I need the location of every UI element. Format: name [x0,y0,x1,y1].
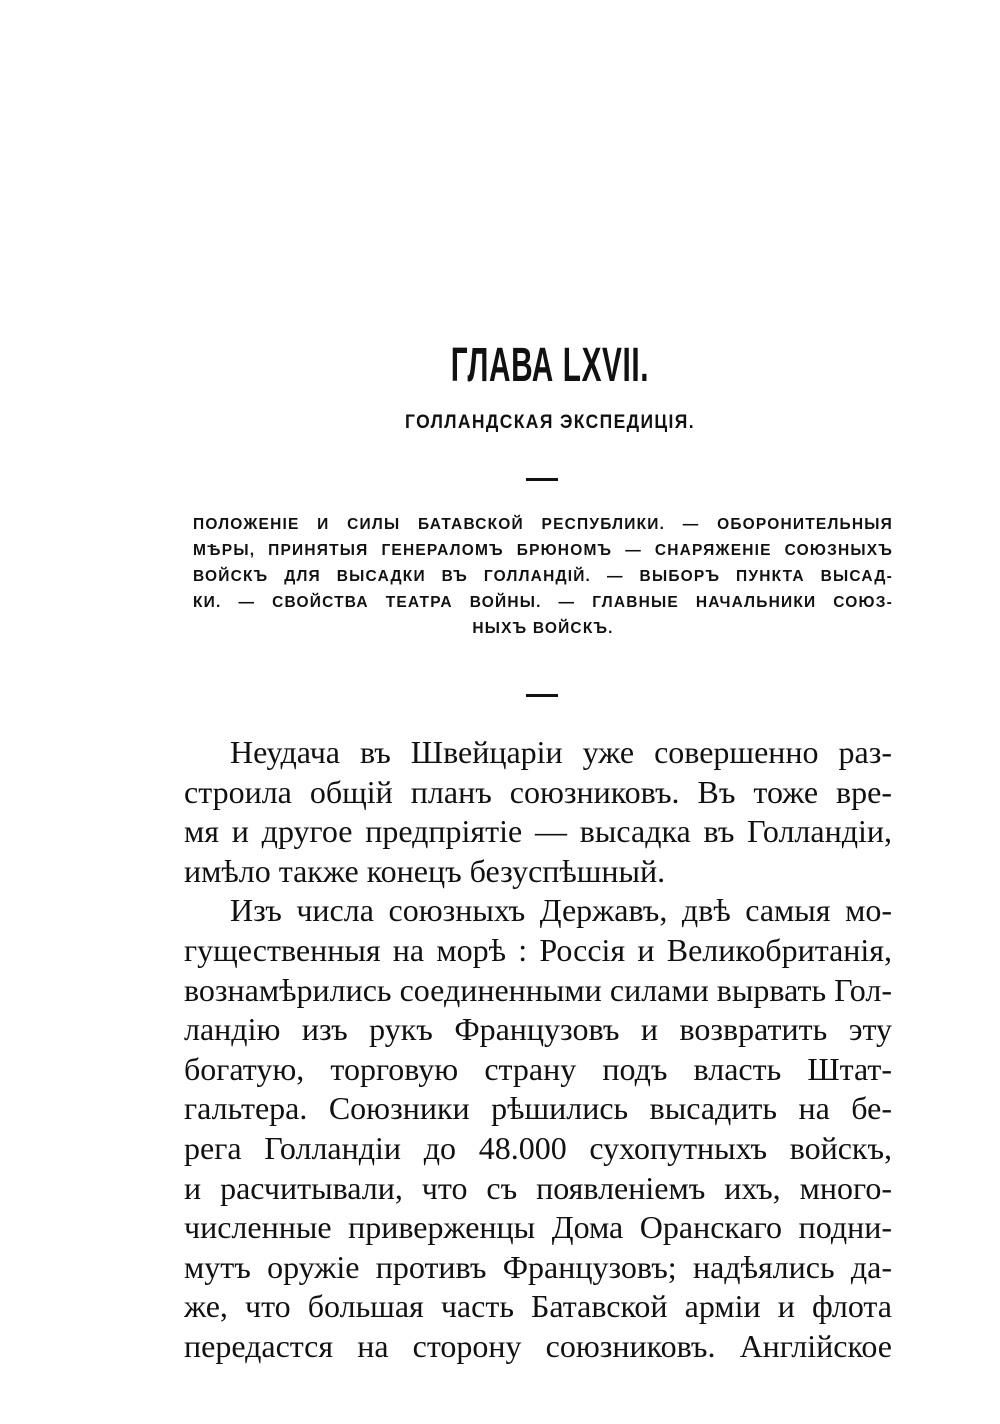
chapter-subtitle: ГОЛЛАНДСКАЯ ЭКСПЕДИЦІЯ. [405,412,695,433]
text-line: мутъ оружіе противъ Французовъ; надѣялись да- [184,1248,892,1285]
chapter-summary [193,512,893,642]
paragraph [184,891,892,1366]
chapter-title: ГЛАВА LXVII. [450,339,650,392]
text-line: вознамѣрились соединенными силами вырвать Гол- [184,971,892,1008]
text-line: ландію изъ рукъ Французовъ и возвратить эту [184,1011,892,1048]
text-line: имѣло также конецъ безуспѣшный. [184,852,666,889]
text-line: гальтера. Союзники рѣшились высадить на бе- [184,1090,892,1127]
text-line: и расчитывали, что съ появленіемъ ихъ, много- [184,1169,892,1206]
summary-line: НЫХЪ ВОЙСКЪ. [472,620,614,637]
divider-rule [526,694,558,697]
text-line: Изъ числа союзныхъ Державъ, двѣ самыя мо- [230,892,892,929]
divider-rule [526,478,558,481]
summary-line: ПОЛОЖЕНІЕ И СИЛЫ БАТАВСКОЙ РЕСПУБЛИКИ. — ОБОРОНИТЕЛЬНЫЯ [193,516,893,533]
text-line: мя и другое предпріятіе — высадка въ Голландіи, [184,813,892,850]
summary-line: МѢРЫ, ПРИНЯТЫЯ ГЕНЕРАЛОМЪ БРЮНОМЪ — СНАРЯЖЕНІЕ СОЮЗНЫХЪ [193,542,893,559]
text-line: численные приверженцы Дома Оранскаго подни- [184,1209,892,1246]
body-text [184,733,892,1367]
text-line: гущественныя на морѣ : Россія и Великобританія, [184,931,892,968]
text-line: строила общій планъ союзниковъ. Въ тоже вре- [184,773,892,810]
paragraph [184,733,892,891]
text-line: рега Голландіи до 48.000 сухопутныхъ войскъ, [184,1129,892,1166]
text-line: же, что большая часть Батавской арміи и флота [184,1288,892,1325]
summary-line: ВОЙСКЪ ДЛЯ ВЫСАДКИ ВЪ ГОЛЛАНДІЙ. — ВЫБОРЪ ПУНКТА ВЫСАД- [193,568,893,585]
summary-line: КИ. — СВОЙСТВА ТЕАТРА ВОЙНЫ. — ГЛАВНЫЕ НАЧАЛЬНИКИ СОЮЗ- [193,594,893,611]
text-line: богатую, торговую страну подъ власть Штат- [184,1050,892,1087]
text-line: Неудача въ Швейцаріи уже совершенно раз- [230,734,892,770]
text-line: передастся на сторону союзниковъ. Англійское [184,1327,892,1364]
